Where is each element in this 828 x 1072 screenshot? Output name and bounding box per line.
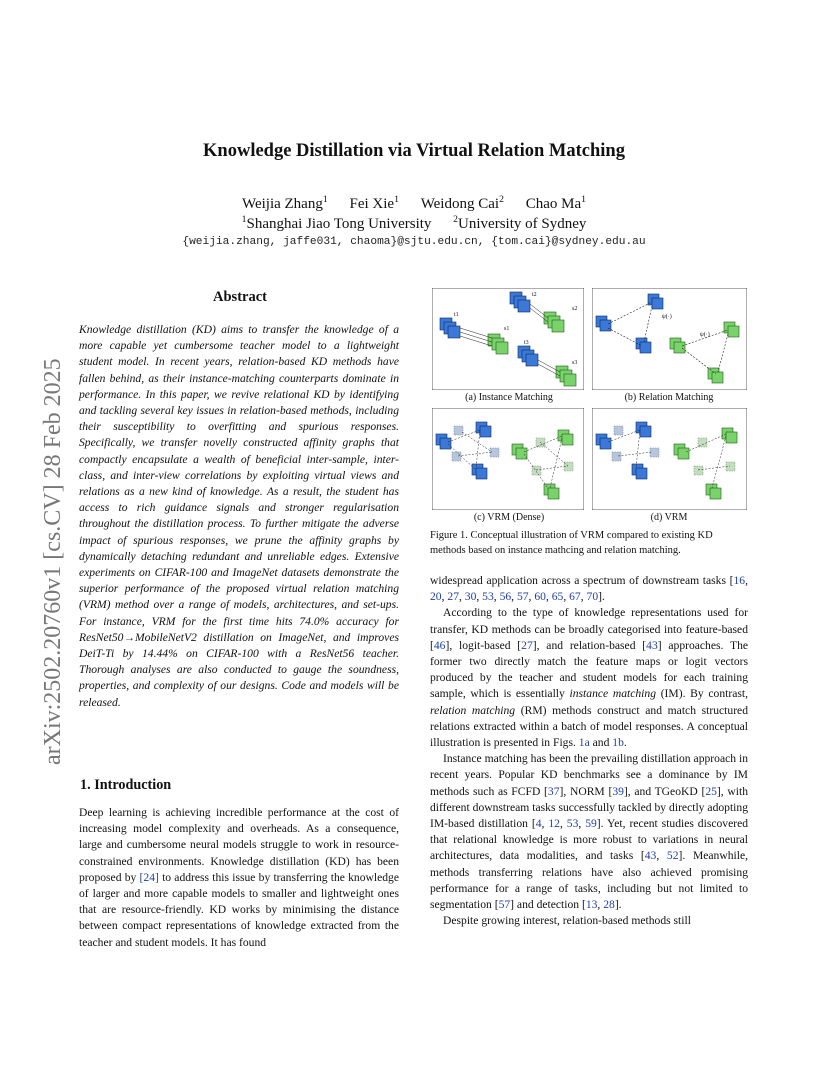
- rich-paragraph: Deep learning is achieving incredible performance at the cost of increasing model complexity and overheads. As a consequence, large and cumbersome neural models struggle to work in resource-constrained environments. Knowledge distillation (KD) has been proposed by [24] to address this issue by transferring the knowledge of larger and more capable models to smaller and lightweight ones that are resource-friendly. KD works by minimising the distance between compact representations of knowledge extracted from the teacher and student models. It has found: [79, 806, 399, 949]
- teacher-feature-stack: [440, 292, 538, 366]
- label-t1: t1: [454, 312, 459, 318]
- affiliation: $^2$University of Sydney: [453, 214, 587, 232]
- subfigure-caption: (c) VRM (Dense): [473, 512, 545, 523]
- abstract-body: Knowledge distillation (KD) aims to transfer the knowledge of a more capable yet cumbersome teacher model to a lightweight student model. In recent years, relation-based KD methods have fallen behind, as their instance-matching counterparts dominate in performance. In this paper, we revive relational KD by identifying and tackling several key issues in relation-based methods, including their susceptibility to overfitting and spurious responses. Specifically, we transfer novelly constructed affinity graphs that compactly encapsulate a wealth of beneficial inter-sample, inter-class, and inter-view correlations by exploiting virtual views and relations as a new kind of knowledge. As a result, the student has access to rich guidance signals and stronger regularisation throughout the distillation process. To further mitigate the adverse impact of spurious responses, we prune the affinity graphs by dynamically detaching redundant and unreliable edges. Extensive experiments on CIFAR-100 and ImageNet datasets demonstrate the superior performance of the proposed virtual relation matching (VRM) method over a range of models, architectures, and set-ups. For instance, VRM for the first time hits 74.0% accuracy for ResNet50→MobileNetV2 distillation on ImageNet, and improves DeiT-Ti by 14.44% on CIFAR-100 with a ResNet56 teacher. Thorough analyses are also conducted to gauge the soundness, properties, and complexity of our designs. Code and models will be released.: [79, 323, 399, 709]
- rich-paragraph: widespread application across a spectrum of downstream tasks [16, 20, 27, 30, 53, 56, 57, 60, 65, 67, 70].: [430, 574, 748, 604]
- author: Weijia Zhang$^1$: [242, 194, 328, 212]
- figure-panel-vrm-dense: [432, 408, 584, 510]
- label-psi: ψ(·): [700, 332, 710, 338]
- intro-paragraph: [79, 805, 399, 951]
- figure-panel-instance-matching: [432, 288, 584, 390]
- citation-link[interactable]: 70: [586, 590, 599, 604]
- figure-caption: Figure 1. Conceptual illustration of VRM compared to existing KD methods based on instance mathcing and relation matching.: [430, 530, 713, 556]
- citation-link[interactable]: 13: [585, 898, 598, 912]
- citation-link[interactable]: 60: [534, 590, 546, 604]
- citation-link[interactable]: 43: [646, 638, 658, 652]
- citation-link[interactable]: 16: [733, 574, 746, 587]
- citation-link[interactable]: 65: [551, 590, 564, 604]
- author-list: [0, 194, 828, 213]
- citation-link[interactable]: 27: [521, 638, 533, 652]
- citation-link[interactable]: 67: [569, 590, 581, 604]
- citation-link[interactable]: [24]: [139, 870, 159, 884]
- figure-1: [430, 286, 748, 526]
- label-s2: s2: [572, 306, 578, 312]
- citation-link[interactable]: 4: [535, 817, 542, 831]
- rich-paragraph: Instance matching has been the prevailing distillation approach in recent years. Popular KD benchmarks see a dominance by IM methods such as FCFD [37], NORM [39], and TGeoKD [25], with different downstream tasks successfully tackled by directly adopting IM-based distillation [4, 12, 53, 59]. Yet, recent studies discovered that relational knowledge is more robust to variations in neural architectures, data modalities, and tasks [43, 52]. Meanwhile, methods transferring relations have also achieved promising performance for a range of tasks, including but not limited to segmentation [57] and detection [13, 28].: [430, 752, 749, 912]
- label-t2: t2: [532, 292, 537, 298]
- label-t3: t3: [524, 340, 529, 346]
- figure-panel-vrm: [592, 408, 747, 510]
- abstract-heading: Abstract: [213, 289, 267, 305]
- citation-link[interactable]: 12: [548, 817, 560, 831]
- citation-link[interactable]: 25: [705, 784, 717, 798]
- citation-link[interactable]: 1b: [612, 736, 624, 750]
- author: Fei Xie$^1$: [349, 194, 399, 212]
- arxiv-stamp: [20, 280, 70, 770]
- citation-link[interactable]: 53: [482, 590, 494, 604]
- right-column-text: [430, 573, 748, 929]
- citation-link[interactable]: 59: [585, 817, 597, 831]
- label-s3: s3: [572, 360, 578, 366]
- citation-link[interactable]: 37: [547, 784, 560, 798]
- citation-link[interactable]: 57: [498, 898, 511, 912]
- citation-link[interactable]: 27: [447, 590, 459, 604]
- affiliations: [0, 214, 828, 233]
- citation-link[interactable]: 28: [603, 898, 615, 912]
- section-heading: 1. Introduction: [80, 777, 172, 793]
- author: Weidong Cai$^2$: [420, 194, 504, 212]
- affiliation: $^1$Shanghai Jiao Tong University: [241, 214, 432, 232]
- subfigure-caption: (b) Relation Matching: [624, 392, 714, 403]
- citation-link[interactable]: 56: [499, 590, 512, 604]
- emphasis: instance matching: [569, 687, 656, 701]
- citation-link[interactable]: 39: [612, 784, 624, 798]
- citation-link[interactable]: 20: [430, 590, 442, 604]
- emphasis: relation matching: [430, 703, 516, 717]
- label-s1: s1: [504, 326, 510, 332]
- citation-link[interactable]: 53: [566, 817, 579, 831]
- citation-link[interactable]: 57: [516, 590, 529, 604]
- author-emails: {weijia.zhang, jaffe031, chaoma}@sjtu.edu.cn, {tom.cai}@sydney.edu.au: [182, 236, 646, 248]
- citation-link[interactable]: 30: [464, 590, 477, 604]
- author: Chao Ma$^1$: [525, 194, 586, 212]
- citation-link[interactable]: 46: [433, 638, 446, 652]
- paper-title: Knowledge Distillation via Virtual Relation Matching: [203, 141, 625, 161]
- paragraph: Despite growing interest, relation-based methods still: [443, 914, 691, 928]
- arxiv-stamp-text: arXiv:2502.20760v1 [cs.CV] 28 Feb 2025: [40, 358, 66, 765]
- citation-link[interactable]: 52: [666, 849, 679, 863]
- student-feature-stack: [488, 312, 576, 386]
- citation-link[interactable]: 1a: [578, 736, 590, 750]
- rich-paragraph: According to the type of knowledge representations used for transfer, KD methods can be broadly categorised into feature-based [46], logit-based [27], and relation-based [43] approaches. The former two directly match the feature maps or logit vectors produced by the teacher and student models for each training sample, which is essentially instance matching (IM). By contrast, relation matching (RM) methods construct and match structured relations extracted within a batch of model responses. A conceptual illustration is presented in Figs. 1a and 1b.: [430, 606, 749, 750]
- subfigure-caption: (d) VRM: [650, 512, 688, 523]
- figure-panel-relation-matching: [592, 288, 747, 390]
- citation-link[interactable]: 43: [644, 849, 657, 863]
- label-psi: ψ(·): [662, 314, 672, 320]
- subfigure-caption: (a) Instance Matching: [465, 392, 553, 403]
